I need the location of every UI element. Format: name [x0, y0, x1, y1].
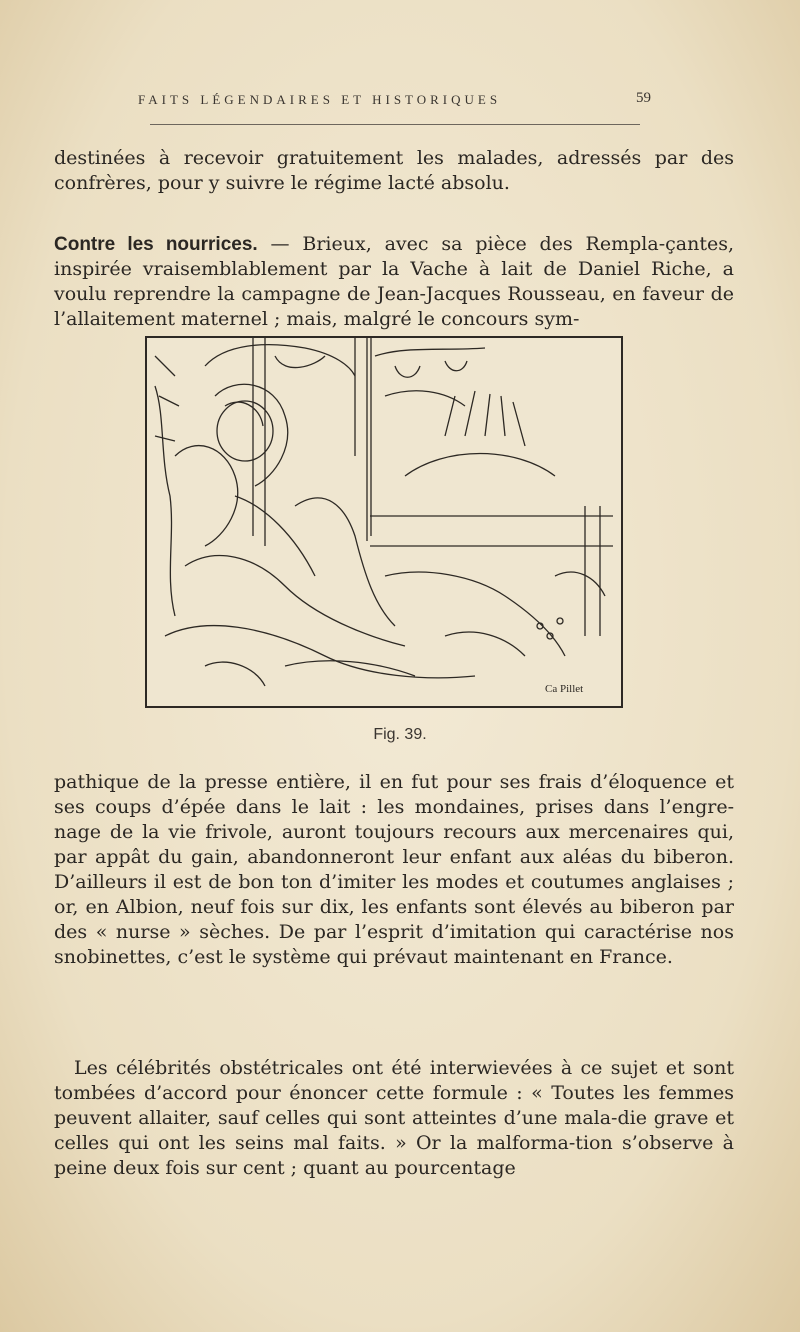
page-number: 59 [636, 90, 651, 106]
page-header [0, 92, 800, 116]
paragraph-2-text: — Brieux, avec sa pièce des Rempla-çantes, inspirée vraisemblablement par la Vache à lait de Daniel Riche, a voulu reprendre la campagne de Jean-Jacques Rousseau, en faveur de l’allaitement maternel ; mais, malgré le concours sym- [54, 233, 734, 330]
artist-signature: Ca Pillet [545, 683, 584, 695]
figure-caption: Fig. 39. [373, 726, 427, 743]
paragraph-1: destinées à recevoir gratuitement les malades, adressés par des confrères, pour y suivre le régime lacté absolu. [54, 147, 734, 194]
section-heading: Contre les nourrices. [54, 234, 258, 255]
paragraph-3: pathique de la presse entière, il en fut pour ses frais d’éloquence et ses coups d’épée dans le lait : les mondaines, prises dans l’engre-nage de la vie frivole, auront toujours recours aux mercenaires qui, par appât du gain, abandonneront leur enfant aux aléas du biberon. D’ailleurs il est de bon ton d’imiter les modes et coutumes anglaises ; or, en Albion, neuf fois sur dix, les enfants sont élevés au biberon par des « nurse » sèches. De par l’esprit d’imitation qui caractérise nos snobinettes, c’est le système qui prévaut maintenant en France. [54, 771, 734, 968]
illustration [145, 336, 623, 708]
paragraph-2 [54, 232, 734, 332]
paragraph-4: Les célébrités obstétricales ont été interwievées à ce sujet et sont tombées d’accord pour énoncer cette formule : « Toutes les femmes peuvent allaiter, sauf celles qui sont atteintes d’une mala-die grave et celles qui ont les seins mal faits. » Or la malforma-tion s’observe à peine deux fois sur cent ; quant au pourcentage [54, 1057, 734, 1179]
header-rule [150, 124, 640, 125]
running-head: FAITS LÉGENDAIRES ET HISTORIQUES [138, 92, 502, 107]
